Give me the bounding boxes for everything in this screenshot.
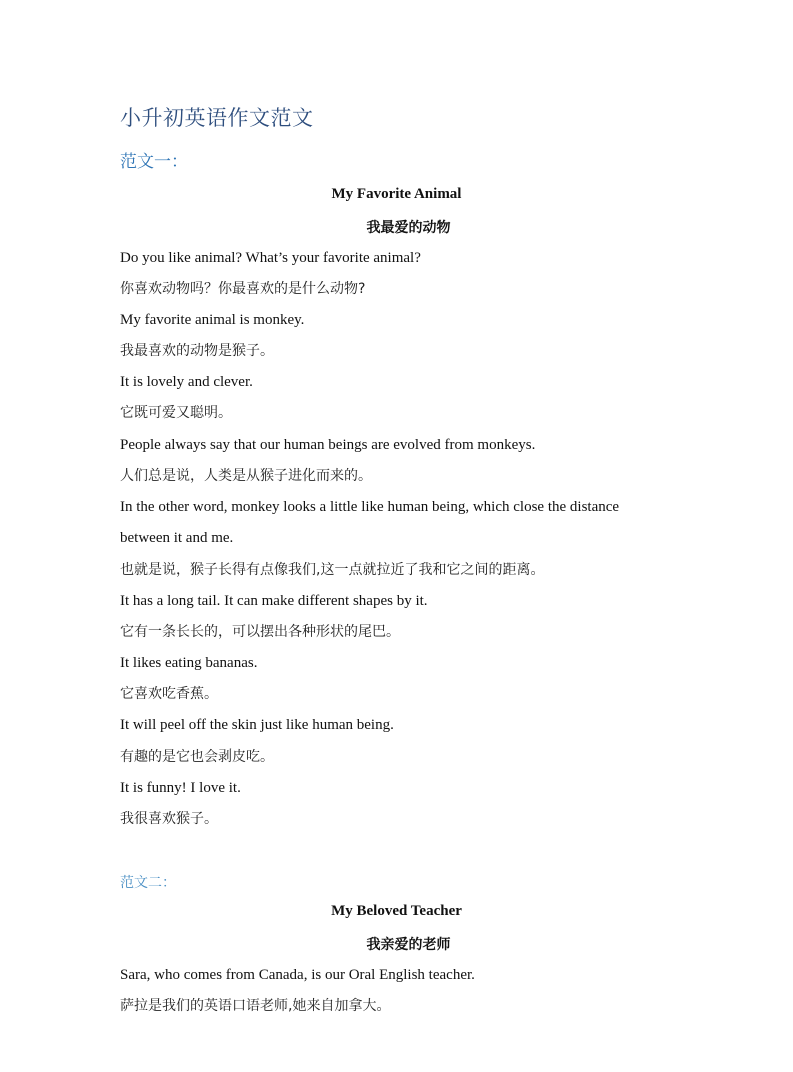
essay1-line-11: It has a long tail. It can make different shapes by it. — [120, 593, 428, 609]
essay1-heading: 范文一： — [120, 152, 188, 172]
essay1-line-16: 有趣的是它也会剥皮吃。 — [120, 749, 274, 765]
essay1-line-8: In the other word, monkey looks a little like human being, which close the distance — [120, 499, 620, 515]
essay1-line-13: It likes eating bananas. — [120, 655, 258, 671]
essay1-line-14: 它喜欢吃香蕉。 — [120, 686, 218, 702]
essay1-line-4: It is lovely and clever. — [120, 374, 253, 390]
essay2-title-en: My Beloved Teacher — [331, 903, 462, 919]
essay1-line-15: It will peel off the skin just like human being. — [120, 717, 394, 733]
essay1-line-2: My favorite animal is monkey. — [120, 312, 305, 328]
essay2-line-1: 萨拉是我们的英语口语老师,她来自加拿大。 — [120, 998, 391, 1014]
essay2-title-cn: 我亲爱的老师 — [366, 937, 451, 953]
essay1-title-cn: 我最爱的动物 — [366, 220, 451, 236]
essay1-line-10: 也就是说，猴子长得有点像我们,这一点就拉近了我和它之间的距离。 — [120, 562, 545, 578]
essay2-heading: 范文二： — [120, 875, 176, 891]
essay1-line-6: People always say that our human beings are evolved from monkeys. — [120, 437, 536, 453]
essay1-line-7: 人们总是说，人类是从猴子进化而来的。 — [120, 468, 372, 484]
essay2-line-0: Sara, who comes from Canada, is our Oral English teacher. — [120, 967, 475, 983]
essay1-line-1: 你喜欢动物吗？你最喜欢的是什么动物? — [120, 281, 366, 297]
document-title: 小升初英语作文范文 — [120, 106, 314, 130]
essay1-line-5: 它既可爱又聪明。 — [120, 405, 232, 421]
essay1-title-en: My Favorite Animal — [331, 186, 462, 202]
essay1-line-17: It is funny! I love it. — [120, 780, 241, 796]
essay1-line-9: between it and me. — [120, 530, 234, 546]
essay1-line-18: 我很喜欢猴子。 — [120, 811, 218, 827]
essay1-line-3: 我最喜欢的动物是猴子。 — [120, 343, 274, 359]
essay1-line-12: 它有一条长长的，可以摆出各种形状的尾巴。 — [120, 624, 400, 640]
essay1-line-0: Do you like animal? What’s your favorite animal? — [120, 250, 421, 266]
